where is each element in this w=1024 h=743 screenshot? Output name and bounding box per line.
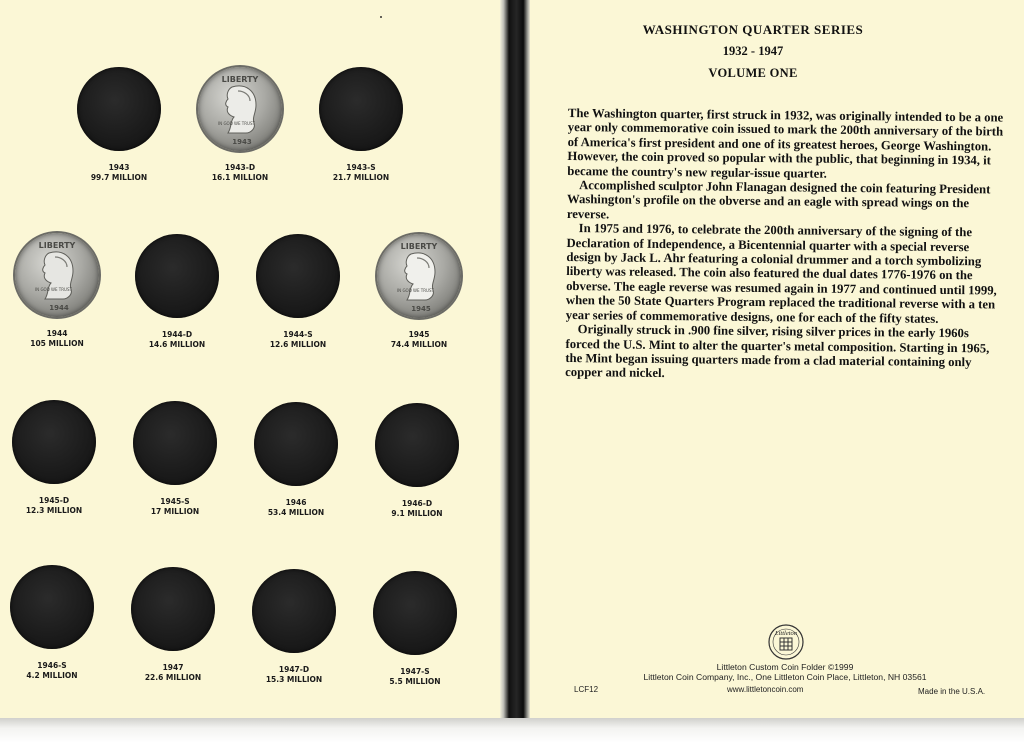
slot-mintage: 74.4 MILLION — [390, 340, 448, 349]
littleton-logo-icon — [766, 622, 806, 662]
slot-mintage: 17 MILLION — [150, 507, 200, 516]
slot-date: 1947-D — [278, 665, 310, 674]
coin-slot-1946-s — [0, 565, 112, 681]
empty-coin-hole — [135, 234, 219, 318]
svg-text:1945: 1945 — [411, 305, 431, 313]
slot-date: 1945-D — [38, 496, 70, 505]
company-address: Littleton Coin Company, Inc., One Littleton Coin Place, Littleton, NH 03561 — [643, 672, 927, 682]
slot-mintage: 12.3 MILLION — [25, 506, 83, 515]
slot-label — [355, 667, 475, 687]
slot-label — [0, 329, 117, 349]
empty-coin-hole — [12, 400, 96, 484]
svg-text:1943: 1943 — [232, 138, 252, 146]
coin-slot-1944 — [0, 233, 117, 349]
slot-date: 1943-S — [346, 163, 376, 172]
coin-slot-1947-s — [355, 571, 475, 687]
description-paragraph: Accomplished sculptor John Flanagan designed the coin featuring President Washington's profile on the obverse and an eagle with spread wings on the reverse. — [566, 178, 991, 222]
website-link: www.littletoncoin.com — [727, 685, 804, 694]
svg-text:IN GOD WE TRUST: IN GOD WE TRUST — [35, 287, 72, 292]
slot-date: 1946-D — [401, 499, 433, 508]
coin-slot-1946 — [236, 402, 356, 518]
washington-portrait-icon — [15, 233, 99, 317]
scan-bottom-edge — [0, 718, 1024, 743]
coin-slot-1944-s — [238, 234, 358, 350]
slot-date: 1944 — [46, 329, 68, 338]
empty-coin-hole — [256, 234, 340, 318]
slot-mintage: 16.1 MILLION — [211, 173, 269, 182]
slot-mintage: 21.7 MILLION — [332, 173, 390, 182]
svg-text:1944: 1944 — [49, 304, 69, 312]
slot-date: 1947 — [162, 663, 184, 672]
slot-mintage: 22.6 MILLION — [144, 673, 202, 682]
slot-date: 1943 — [108, 163, 130, 172]
slot-label — [359, 330, 479, 350]
coin-slot-1945-d — [0, 400, 114, 516]
washington-portrait-icon — [198, 67, 282, 151]
coin-slot-1943-s — [301, 67, 421, 183]
slot-label — [301, 163, 421, 183]
slot-date: 1947-S — [400, 667, 430, 676]
slot-label — [357, 499, 477, 519]
album-spine — [500, 0, 530, 718]
empty-coin-hole — [131, 567, 215, 651]
slot-label — [180, 163, 300, 183]
slot-label — [236, 498, 356, 518]
svg-text:IN GOD WE TRUST: IN GOD WE TRUST — [218, 121, 255, 126]
empty-coin-hole — [373, 571, 457, 655]
washington-portrait-icon — [377, 234, 461, 318]
slot-mintage: 14.6 MILLION — [148, 340, 206, 349]
svg-text:LIBERTY: LIBERTY — [400, 242, 438, 251]
slot-label — [0, 496, 114, 516]
empty-coin-hole — [133, 401, 217, 485]
slot-mintage: 99.7 MILLION — [90, 173, 148, 182]
slot-mintage: 4.2 MILLION — [26, 671, 78, 680]
series-title: WASHINGTON QUARTER SERIES — [642, 22, 864, 37]
slot-mintage: 9.1 MILLION — [391, 509, 443, 518]
coin-slot-1947 — [113, 567, 233, 683]
page-speck — [380, 16, 382, 18]
empty-coin-hole — [375, 403, 459, 487]
slot-date: 1944-D — [161, 330, 193, 339]
washington-quarter-coin — [198, 67, 282, 151]
coin-slot-1946-d — [357, 403, 477, 519]
svg-text:LIBERTY: LIBERTY — [38, 241, 76, 250]
description-paragraph: Originally struck in .900 fine silver, rising silver prices in the early 1960s forced the U.S. Mint to alter the quarter's metal composition. Starting in 1965, the Mint began issuing quarters made from a clad material containing only copper and nickel. — [565, 322, 990, 381]
slot-mintage: 12.6 MILLION — [269, 340, 327, 349]
empty-coin-hole — [319, 67, 403, 151]
slot-date: 1944-S — [283, 330, 313, 339]
slot-date: 1946-S — [37, 661, 67, 670]
description-paragraph: In 1975 and 1976, to celebrate the 200th anniversary of the signing of the Declaration of Independence, a Bicentennial quarter with a special reverse design by Jack L. Ahr featuring a colonial drummer and a torch symbolizing liberty was released. The coin also featured the dual dates 1776-1976 on the obverse. The eagle reverse was resumed again in 1977 and continued until 1999, when the 50 State Quarters Program replaced the traditional reverse with a ten year series of commemorative designs, one for each of the fifty states. — [565, 221, 997, 326]
made-in-label: Made in the U.S.A. — [918, 687, 986, 696]
slot-label — [238, 330, 358, 350]
slot-mintage: 5.5 MILLION — [389, 677, 441, 686]
svg-text:Littleton: Littleton — [774, 630, 798, 637]
catalog-code: LCF12 — [574, 685, 599, 694]
slot-mintage: 15.3 MILLION — [265, 675, 323, 684]
slot-date: 1943-D — [224, 163, 256, 172]
coin-slot-1944-d — [117, 234, 237, 350]
publisher-footer — [560, 662, 1010, 682]
empty-coin-hole — [10, 565, 94, 649]
series-years: 1932 - 1947 — [722, 44, 784, 58]
coin-slot-1943-d — [180, 67, 300, 183]
slot-mintage: 53.4 MILLION — [267, 508, 325, 517]
series-title-block — [518, 22, 988, 81]
washington-quarter-coin — [377, 234, 461, 318]
coin-slot-1947-d — [234, 569, 354, 685]
slot-label — [113, 663, 233, 683]
coin-slot-1945-s — [115, 401, 235, 517]
coin-slot-1945 — [359, 234, 479, 350]
slot-label — [0, 661, 112, 681]
description-paragraph: The Washington quarter, first struck in 1932, was originally intended to be a one year only commemorative coin issued to mark the 200th anniversary of the birth of America's first president and one of its greatest heroes, George Washington. However, the coin proved so popular with the public, that beginning in 1934, it became the country's new regular-issue quarter. — [567, 106, 1004, 181]
slot-date: 1946 — [285, 498, 307, 507]
series-volume: VOLUME ONE — [708, 66, 798, 80]
svg-text:IN GOD WE TRUST: IN GOD WE TRUST — [397, 288, 434, 293]
series-description — [565, 106, 1008, 384]
empty-coin-hole — [254, 402, 338, 486]
empty-coin-hole — [252, 569, 336, 653]
slot-label — [115, 497, 235, 517]
left-album-page — [0, 0, 500, 718]
product-line: Littleton Custom Coin Folder ©1999 — [716, 662, 854, 672]
slot-label — [234, 665, 354, 685]
slot-mintage: 105 MILLION — [30, 339, 84, 348]
svg-text:LIBERTY: LIBERTY — [221, 75, 259, 84]
washington-quarter-coin — [15, 233, 99, 317]
slot-date: 1945-S — [160, 497, 190, 506]
empty-coin-hole — [77, 67, 161, 151]
slot-date: 1945 — [408, 330, 430, 339]
slot-label — [117, 330, 237, 350]
slot-label — [59, 163, 179, 183]
coin-slot-1943 — [59, 67, 179, 183]
